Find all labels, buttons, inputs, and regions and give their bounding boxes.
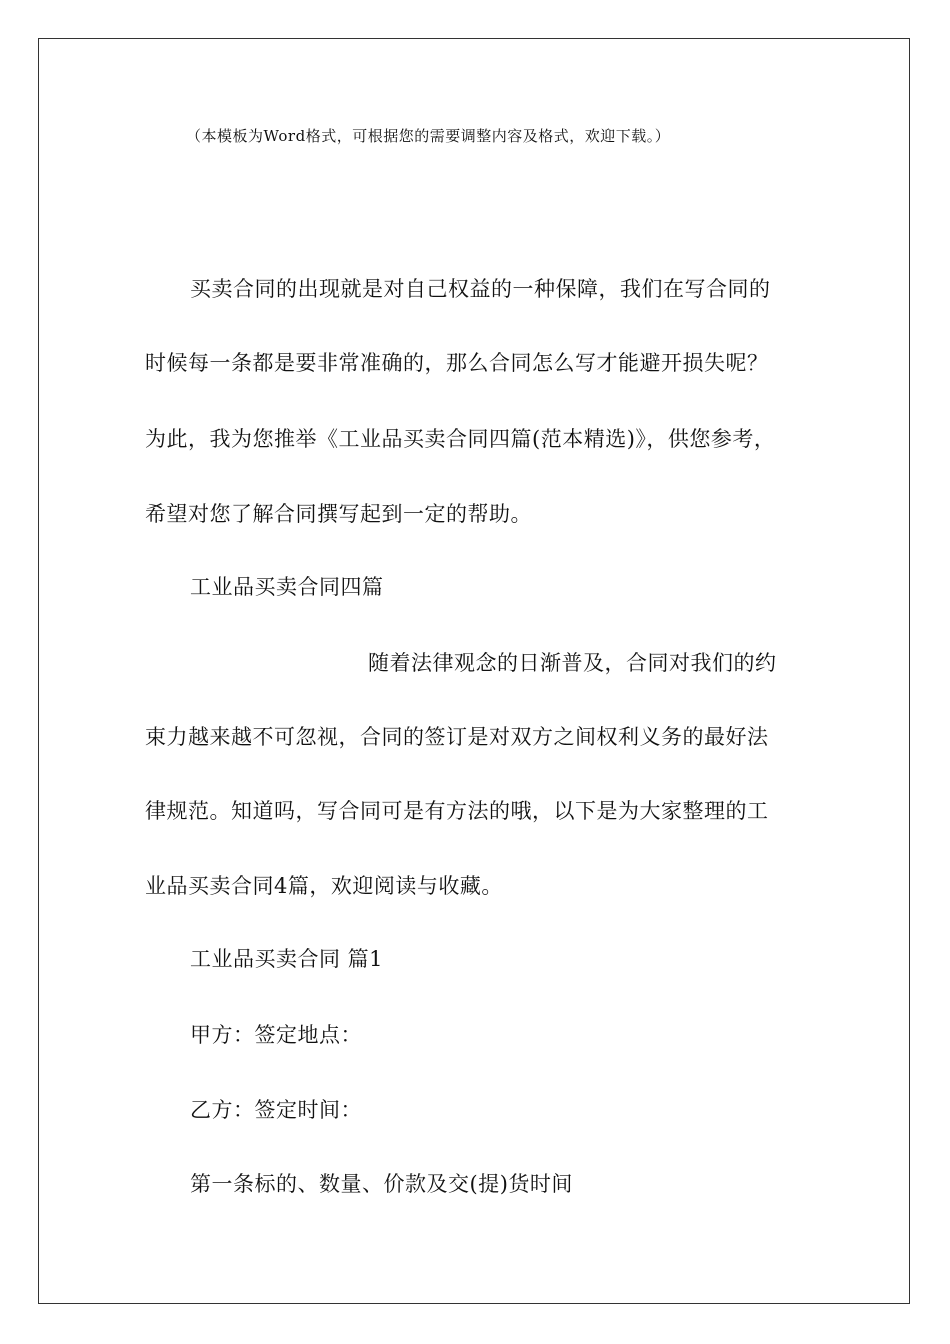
intro-line-4: 希望对您了解合同撰写起到一定的帮助。 bbox=[145, 502, 532, 526]
body-line-2: 束力越来越不可忽视，合同的签订是对双方之间权利义务的最好法 bbox=[145, 725, 769, 749]
article-1-title: 第一条标的、数量、价款及交(提)货时间 bbox=[190, 1172, 573, 1196]
party-a-line: 甲方：签定地点： bbox=[190, 1023, 362, 1047]
intro-line-3: 为此，我为您推举《工业品买卖合同四篇(范本精选)》，供您参考， bbox=[145, 427, 776, 451]
intro-line-1: 买卖合同的出现就是对自己权益的一种保障，我们在写合同的 bbox=[190, 277, 771, 301]
party-b-line: 乙方：签定时间： bbox=[190, 1098, 362, 1122]
body-line-4: 业品买卖合同4篇，欢迎阅读与收藏。 bbox=[145, 874, 503, 898]
intro-line-2: 时候每一条都是要非常准确的，那么合同怎么写才能避开损失呢？ bbox=[145, 351, 769, 375]
body-line-1: 随着法律观念的日渐普及，合同对我们的约 bbox=[368, 651, 777, 675]
section-title: 工业品买卖合同 篇1 bbox=[190, 947, 384, 971]
document-heading: 工业品买卖合同四篇 bbox=[190, 575, 384, 599]
template-notice: （本模板为Word格式，可根据您的需要调整内容及格式，欢迎下载。） bbox=[186, 127, 671, 145]
body-line-3: 律规范。知道吗，写合同可是有方法的哦，以下是为大家整理的工 bbox=[145, 799, 769, 823]
